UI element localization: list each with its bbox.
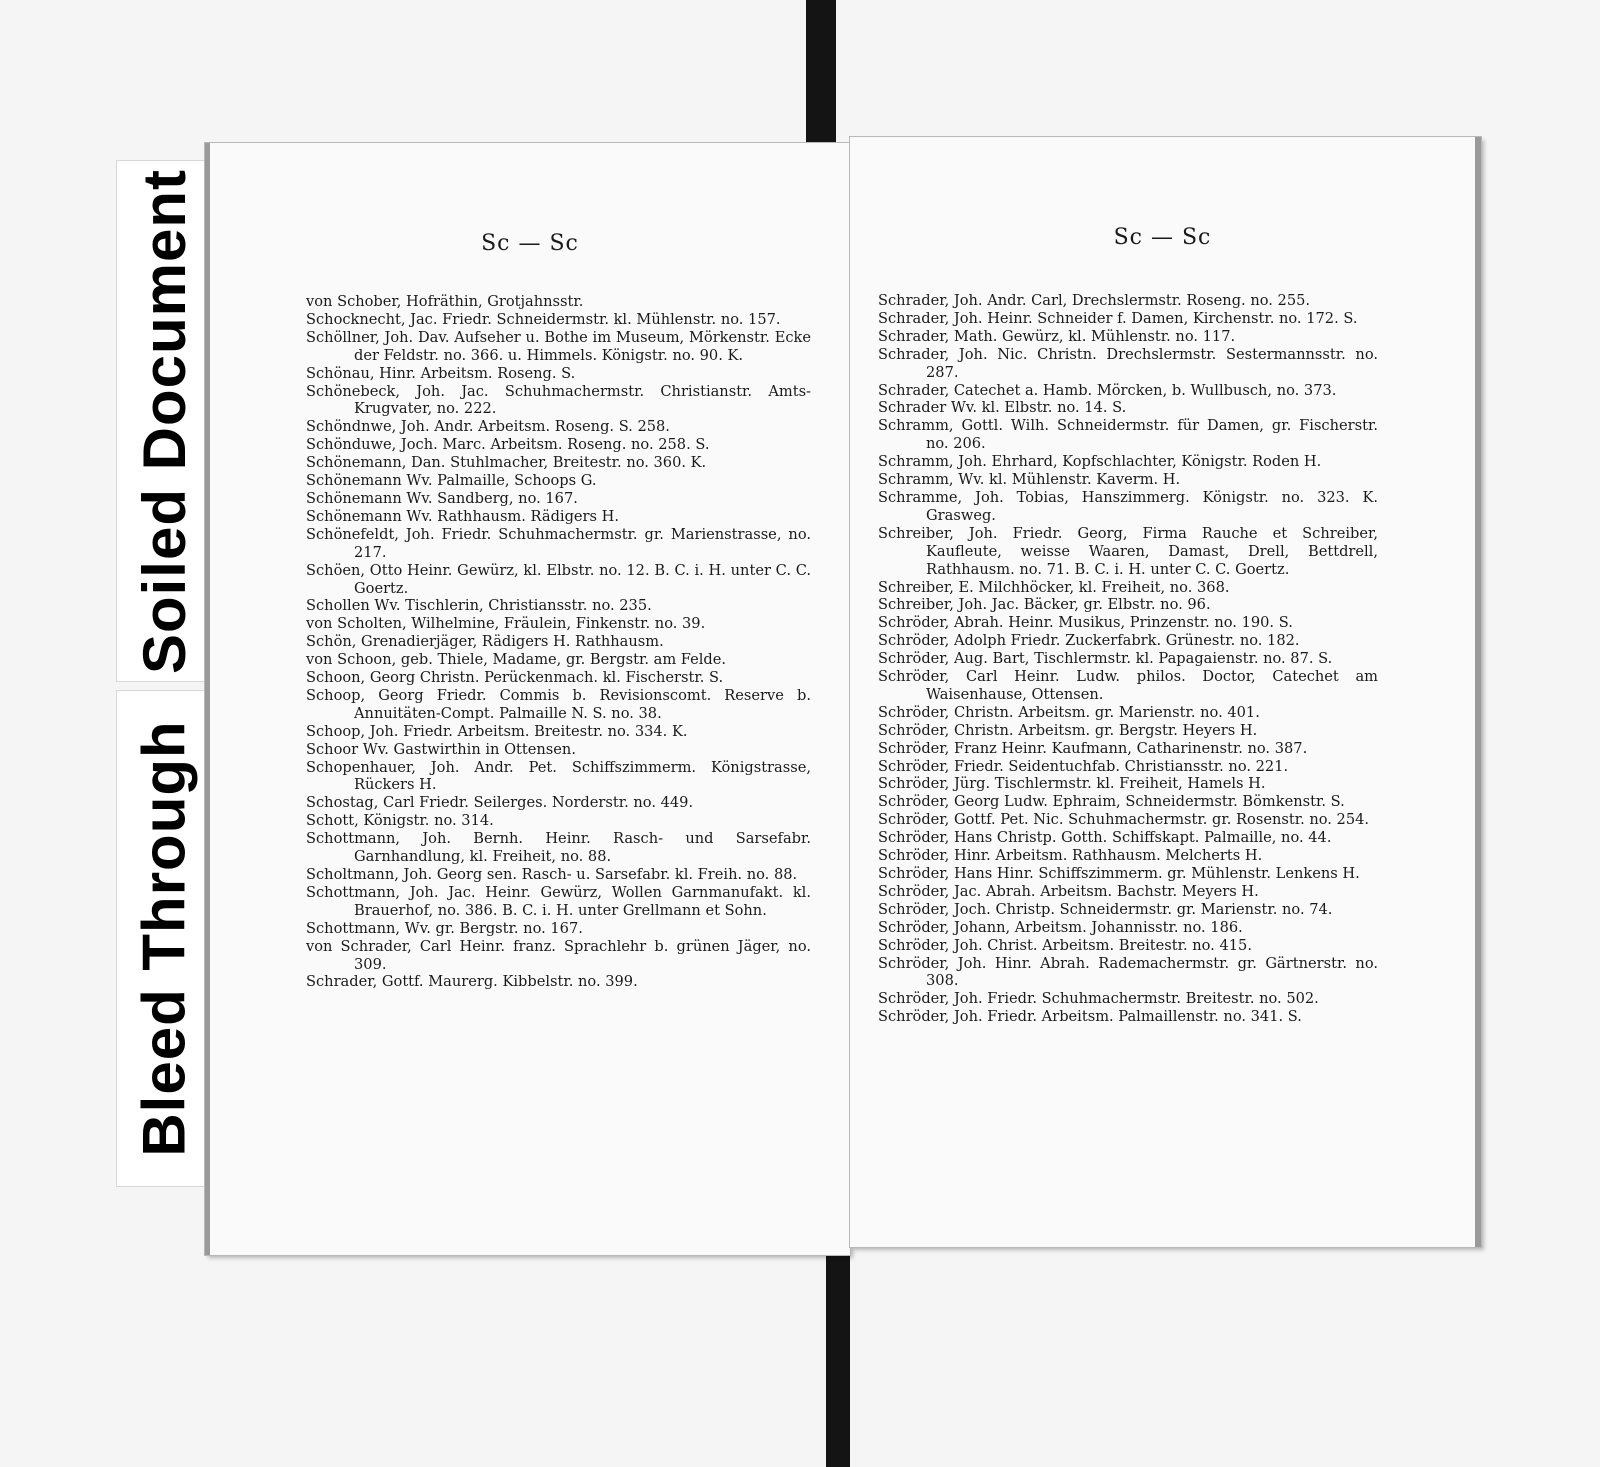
directory-entry: Schönemann Wv. Palmaille, Schoops G. — [306, 472, 597, 490]
directory-entry: Schollen Wv. Tischlerin, Christiansstr. no. 235. — [306, 597, 652, 615]
directory-entry: Schottmann, Wv. gr. Bergstr. no. 167. — [306, 919, 583, 937]
directory-entry: Schöen, Otto Heinr. Gewürz, kl. Elbstr. no. 12. B. C. i. H. unter C. C. Goertz. — [306, 561, 811, 597]
page-header: Sc — Sc — [481, 231, 579, 256]
directory-entry: Schröder, Carl Heinr. Ludw. philos. Doctor, Catechet am Waisenhause, Ottensen. — [878, 668, 1378, 703]
directory-entry: Schröder, Christn. Arbeitsm. gr. Bergstr. Heyers H. — [878, 721, 1258, 739]
directory-entry: Schröder, Johann, Arbeitsm. Johannisstr. no. 186. — [878, 918, 1243, 936]
directory-entry: Schramme, Joh. Tobias, Hanszimmerg. Königstr. no. 323. K. Grasweg. — [878, 488, 1378, 524]
directory-entry: Schoop, Joh. Friedr. Arbeitsm. Breitestr. no. 334. K. — [306, 722, 688, 740]
right-page — [850, 137, 1481, 1247]
directory-entry: Schröder, Jac. Abrah. Arbeitsm. Bachstr. Meyers H. — [878, 882, 1259, 900]
directory-entry: Schottmann, Joh. Bernh. Heinr. Rasch- und Sarsefabr. Garnhandlung, kl. Freiheit, no. 88. — [306, 830, 811, 866]
directory-entry: Schoon, Georg Christn. Perückenmach. kl. Fischerstr. S. — [306, 669, 724, 687]
directory-entry: Schramm, Joh. Ehrhard, Kopfschlachter, Königstr. Roden H. — [878, 453, 1322, 471]
soiled-document-text: Soiled Document — [131, 168, 198, 674]
directory-entry: Schröder, Franz Heinr. Kaufmann, Catharinenstr. no. 387. — [878, 739, 1308, 757]
page-header: Sc — Sc — [1113, 225, 1212, 250]
left-page — [205, 143, 850, 1255]
directory-entry: Schröder, Christn. Arbeitsm. gr. Marienstr. no. 401. — [878, 703, 1260, 721]
bleed-through-label — [116, 690, 213, 1187]
directory-entry: Schröder, Georg Ludw. Ephraim, Schneidermstr. Bömkenstr. S. — [878, 793, 1345, 811]
directory-entry: Schreiber, E. Milchhöcker, kl. Freiheit, no. 368. — [878, 578, 1230, 596]
directory-entry: Schröder, Hinr. Arbeitsm. Rathhausm. Melcherts H. — [878, 847, 1263, 865]
directory-entry: Schröder, Jürg. Tischlermstr. kl. Freiheit, Hamels H. — [878, 775, 1266, 793]
directory-entry: Schrader, Joh. Andr. Carl, Drechslermstr. Roseng. no. 255. — [878, 292, 1311, 309]
directory-entry: Schröder, Gottf. Pet. Nic. Schuhmachermstr. gr. Rosenstr. no. 254. — [878, 811, 1370, 829]
directory-entry: Schröder, Joh. Christ. Arbeitsm. Breitestr. no. 415. — [878, 936, 1252, 954]
directory-entry: Schöllner, Joh. Dav. Aufseher u. Bothe im Museum, Mörkenstr. Ecke der Feldstr. no. 366. u. Himmels. Königstr. no. 90. K. — [306, 328, 811, 364]
directory-entry: Schostag, Carl Friedr. Seilerges. Norderstr. no. 449. — [306, 794, 694, 812]
directory-entry: Schrader, Joh. Nic. Christn. Drechslermstr. Sestermannsstr. no. 287. — [878, 345, 1378, 381]
directory-entry: Schröder, Joh. Friedr. Arbeitsm. Palmaillenstr. no. 341. S. — [878, 1008, 1302, 1026]
directory-entry: Schöndnwe, Joh. Andr. Arbeitsm. Roseng. S. 258. — [306, 418, 670, 436]
directory-entry: Schoop, Georg Friedr. Commis b. Revisionscomt. Reserve b. Annuitäten-Compt. Palmaille N. S. no. 38. — [306, 686, 811, 722]
directory-entry: Schramm, Wv. kl. Mühlenstr. Kaverm. H. — [878, 471, 1181, 489]
directory-entry: Schröder, Joh. Friedr. Schuhmachermstr. Breitestr. no. 502. — [878, 990, 1319, 1008]
directory-entry: Schott, Königstr. no. 314. — [306, 812, 494, 830]
directory-entry: Schreiber, Joh. Friedr. Georg, Firma Rauche et Schreiber, Kaufleute, weisse Waaren, Damast, Drell, Bettdrell, Rathhausm. no. 71. B. C. i. H. unter C. C. Goertz. — [878, 524, 1378, 578]
directory-entry: Schröder, Hans Hinr. Schiffszimmerm. gr. Mühlenstr. Lenkens H. — [878, 865, 1360, 882]
directory-entry: Schröder, Joh. Hinr. Abrah. Rademachermstr. gr. Gärtnerstr. no. 308. — [878, 954, 1378, 990]
directory-entry: Schrader, Joh. Heinr. Schneider f. Damen, Kirchenstr. no. 172. S. — [878, 309, 1358, 327]
directory-entry: Schopenhauer, Joh. Andr. Pet. Schiffszimmerm. Königstrasse, Rückers H. — [306, 758, 811, 794]
entry-list — [878, 292, 1378, 1026]
directory-entry: Schröder, Aug. Bart, Tischlermstr. kl. Papagaienstr. no. 87. S. — [878, 650, 1333, 668]
directory-entry: von Scholten, Wilhelmine, Fräulein, Finkenstr. no. 39. — [306, 615, 706, 633]
directory-entry: Schönefeldt, Joh. Friedr. Schuhmachermstr. gr. Marienstrasse, no. 217. — [306, 525, 811, 561]
directory-entry: Schröder, Adolph Friedr. Zuckerfabrk. Grünestr. no. 182. — [878, 632, 1300, 650]
directory-entry: Schramm, Gottl. Wilh. Schneidermstr. für Damen, gr. Fischerstr. no. 206. — [878, 417, 1378, 453]
directory-entry: Schröder, Joch. Christp. Schneidermstr. gr. Marienstr. no. 74. — [878, 900, 1333, 918]
directory-entry: Schönemann Wv. Sandberg, no. 167. — [306, 489, 578, 507]
binding-strip-top — [806, 0, 836, 150]
directory-entry: Schocknecht, Jac. Friedr. Schneidermstr. kl. Mühlenstr. no. 157. — [306, 310, 781, 328]
directory-entry: Schönau, Hinr. Arbeitsm. Roseng. S. — [306, 364, 576, 382]
soiled-document-label — [116, 160, 213, 682]
directory-entry: Schröder, Abrah. Heinr. Musikus, Prinzenstr. no. 190. S. — [878, 614, 1293, 632]
directory-entry: Schrader, Math. Gewürz, kl. Mühlenstr. no. 117. — [878, 327, 1236, 345]
directory-entry: Schönemann Wv. Rathhausm. Rädigers H. — [306, 507, 620, 525]
directory-entry: von Schoon, geb. Thiele, Madame, gr. Bergstr. am Felde. — [306, 651, 727, 669]
directory-entry: Schrader, Gottf. Maurerg. Kibbelstr. no. 399. — [306, 973, 638, 991]
binding-strip-bottom — [826, 1240, 850, 1467]
directory-entry: Schrader, Catechet a. Hamb. Mörcken, b. Wullbusch, no. 373. — [878, 381, 1337, 399]
directory-entry: von Schrader, Carl Heinr. franz. Sprachlehr b. grünen Jäger, no. 309. — [306, 937, 811, 973]
directory-entry: Schönebeck, Joh. Jac. Schuhmachermstr. Christianstr. Amts-Krugvater, no. 222. — [306, 382, 811, 418]
entry-list — [306, 293, 811, 991]
directory-entry: von Schober, Hofräthin, Grotjahnsstr. — [306, 293, 584, 310]
directory-entry: Schröder, Hans Christp. Gotth. Schiffskapt. Palmaille, no. 44. — [878, 829, 1332, 847]
directory-entry: Schottmann, Joh. Jac. Heinr. Gewürz, Wollen Garnmanufakt. kl. Brauerhof, no. 386. B. C. i. H. unter Grellmann et Sohn. — [306, 883, 811, 919]
directory-entry: Schoor Wv. Gastwirthin in Ottensen. — [306, 740, 576, 758]
directory-entry: Schröder, Friedr. Seidentuchfab. Christiansstr. no. 221. — [878, 757, 1289, 775]
directory-entry: Scholtmann, Joh. Georg sen. Rasch- u. Sarsefabr. kl. Freih. no. 88. — [306, 866, 798, 883]
directory-entry: Schönduwe, Joch. Marc. Arbeitsm. Roseng. no. 258. S. — [306, 436, 710, 454]
directory-entry: Schrader Wv. kl. Elbstr. no. 14. S. — [878, 399, 1127, 417]
directory-entry: Schönemann, Dan. Stuhlmacher, Breitestr. no. 360. K. — [306, 454, 707, 472]
directory-entry: Schreiber, Joh. Jac. Bäcker, gr. Elbstr. no. 96. — [878, 596, 1211, 614]
directory-entry: Schön, Grenadierjäger, Rädigers H. Rathhausm. — [306, 633, 664, 651]
bleed-through-text: Bleed Through — [131, 720, 198, 1157]
